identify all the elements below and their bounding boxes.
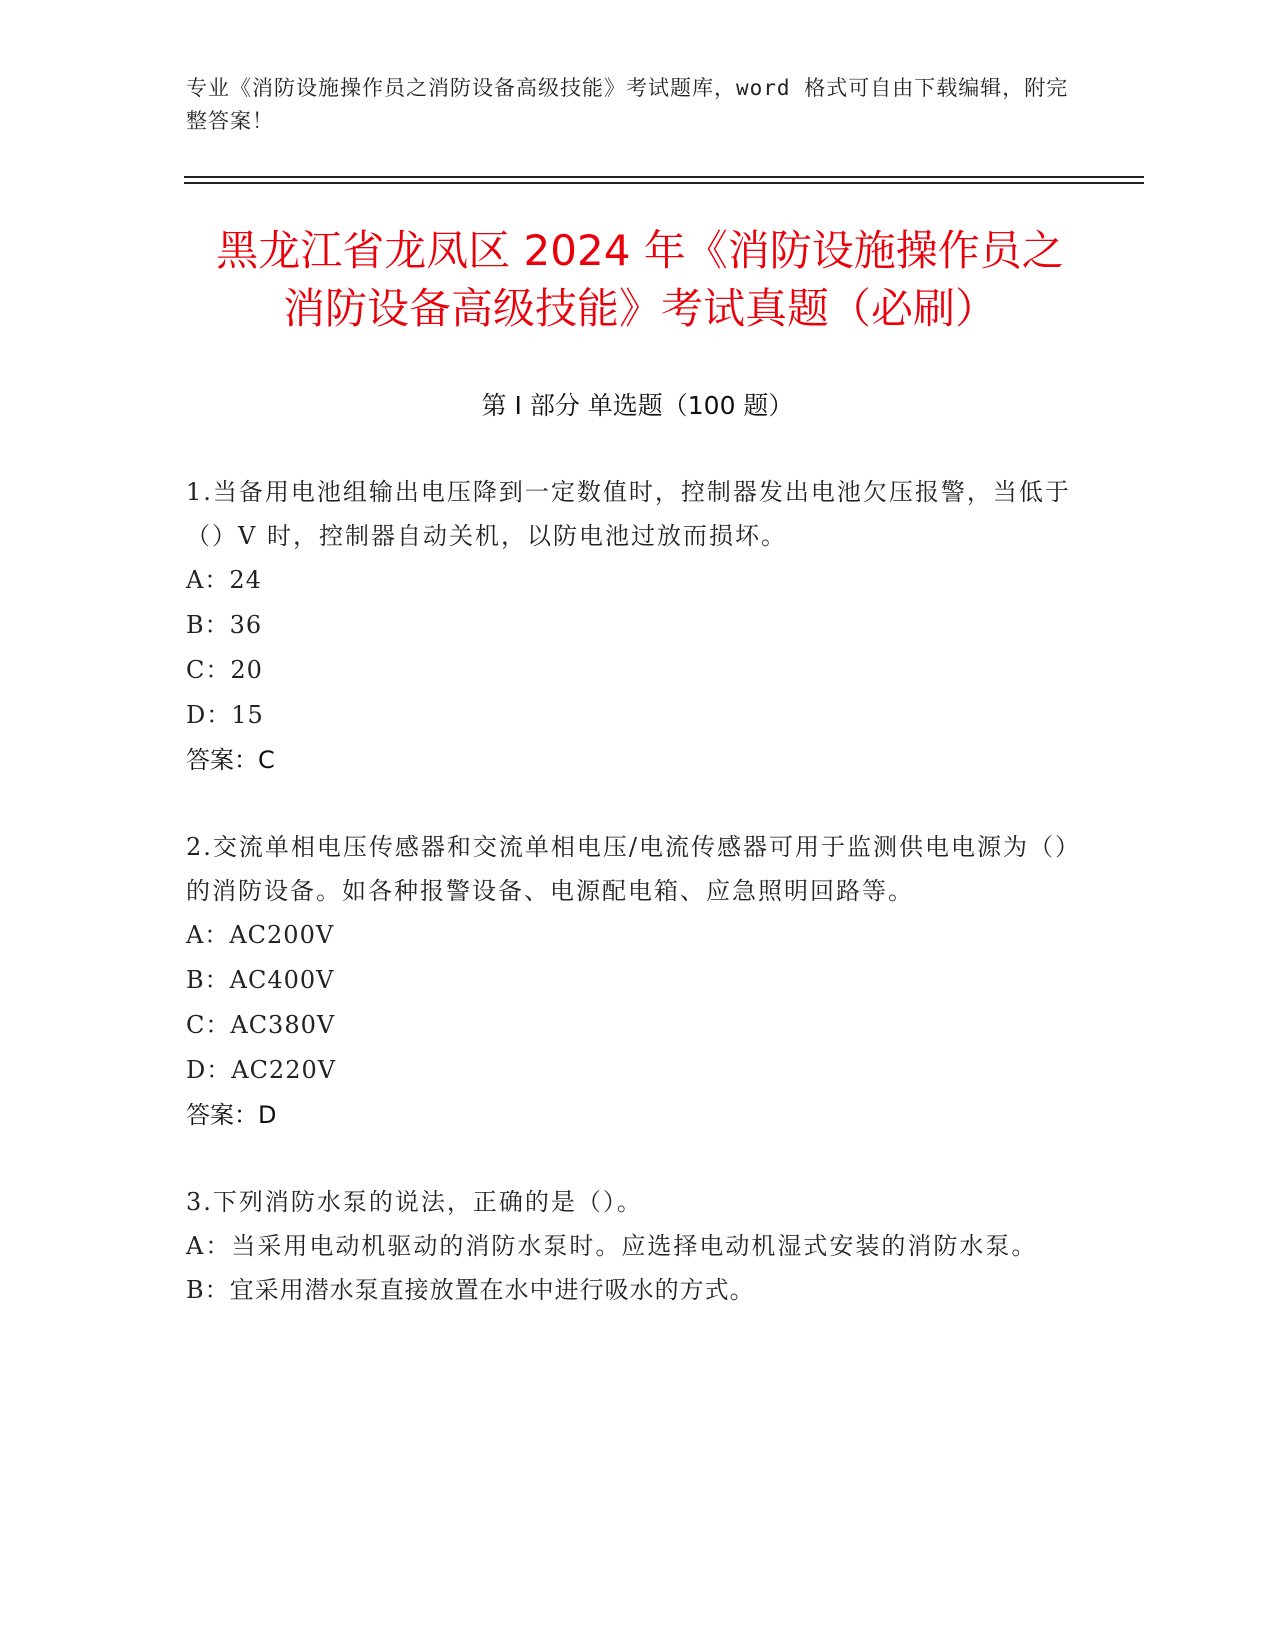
option-b: B：36 [186, 611, 263, 639]
option-a: A：当采用电动机驱动的消防水泵时。应选择电动机湿式安装的消防水泵。 [186, 1232, 1038, 1260]
question-text: 2.交流单相电压传感器和交流单相电压/电流传感器可用于监测供电电源为（）的消防设备。如各种报警设备、电源配电箱、应急照明回路等。 [186, 833, 1081, 905]
question-text: 1.当备用电池组输出电压降到一定数值时，控制器发出电池欠压报警，当低于（）V 时，控制器自动关机，以防电池过放而损坏。 [186, 478, 1071, 550]
question-3 [186, 1180, 1086, 1313]
option-d: D：15 [186, 701, 264, 729]
section-title: 第 I 部分 单选题（100 题） [481, 391, 794, 420]
option-a: A：24 [186, 566, 262, 594]
option-c: C：20 [186, 656, 263, 684]
option-b: B：AC400V [186, 966, 335, 994]
answer: 答案：C [186, 746, 275, 774]
option-c: C：AC380V [186, 1011, 336, 1039]
header-divider-bottom [184, 182, 1144, 184]
title-line-2: 消防设备高级技能》考试真题（必刷） [282, 284, 997, 333]
question-text: 3.下列消防水泵的说法，正确的是（）。 [186, 1188, 643, 1216]
option-b: B：宜采用潜水泵直接放置在水中进行吸水的方式。 [186, 1276, 755, 1304]
question-list [186, 470, 1086, 1355]
answer: 答案：D [186, 1101, 277, 1129]
document-title [180, 222, 1100, 338]
question-2 [186, 825, 1086, 1138]
header-divider-top [184, 176, 1144, 178]
option-d: D：AC220V [186, 1056, 337, 1084]
header-note: 专业《消防设施操作员之消防设备高级技能》考试题库，word 格式可自由下载编辑，附完整答案！ [186, 76, 1069, 133]
question-1 [186, 470, 1086, 783]
title-line-1: 黑龙江省龙凤区 2024 年《消防设施操作员之 [216, 226, 1064, 275]
option-a: A：AC200V [186, 921, 335, 949]
